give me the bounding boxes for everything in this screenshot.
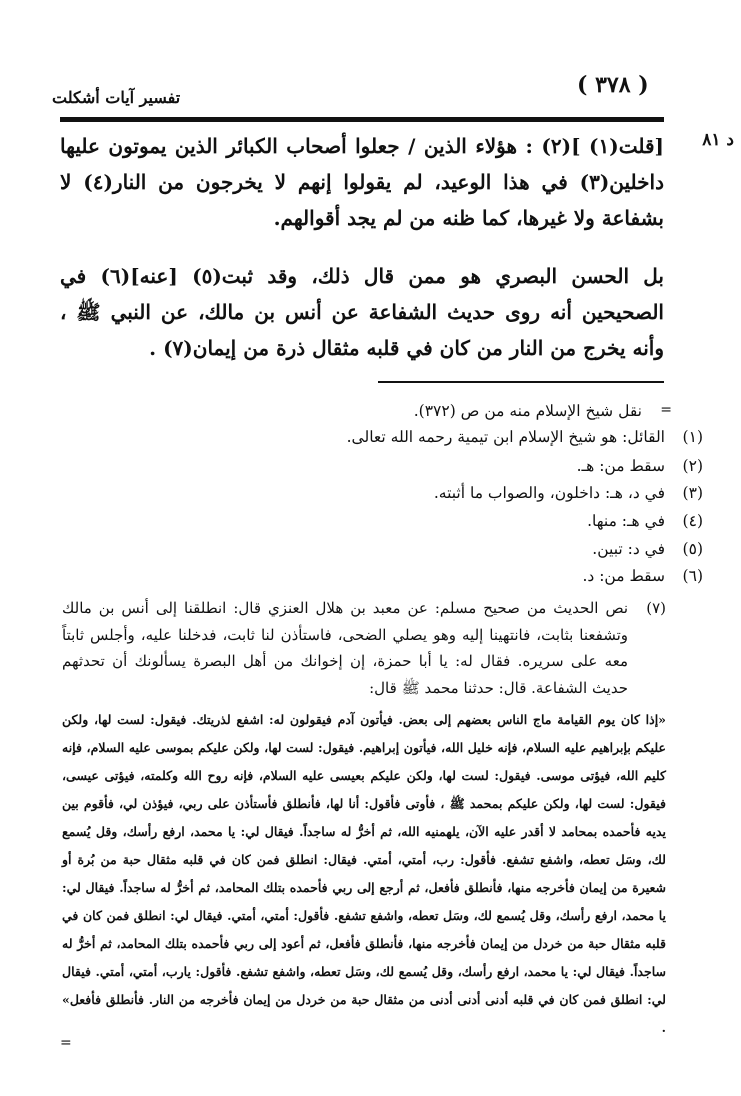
running-title: تفسير آيات أشكلت — [52, 88, 181, 107]
footnote-7 — [62, 595, 666, 701]
page-number: ( ٣٧٨ ) — [577, 72, 649, 98]
footnote-number: (٤) — [682, 512, 703, 530]
footnote-number: (٧) — [646, 599, 666, 617]
footnote-separator — [378, 381, 664, 383]
footnote-number: (٢) — [682, 457, 703, 475]
footnote-number: (١) — [682, 428, 703, 446]
footnote-text: في هـ: منها. — [587, 512, 665, 530]
body-paragraph-1: [قلت(١) ](٢) : هؤلاء الذين / جعلوا أصحاب الكبائر الذين يموتون عليها داخلين(٣) في هذا الوعيد، لم يقولوا إنهم لا يخرجون من النار(٤) لا بشفاعة ولا غيرها، كما ظنه من لم يجد أقوالهم. — [60, 134, 664, 230]
footnote-text: القائل: هو شيخ الإسلام ابن تيمية رحمه الله تعالى. — [346, 428, 665, 446]
footnote-text: في د: تبين. — [592, 540, 665, 558]
continuation-marker: = — [660, 402, 672, 418]
page-end-marker: = — [60, 1035, 72, 1051]
footnote-text: في د، هـ: داخلون، والصواب ما أثبته. — [433, 484, 665, 502]
footnote-number: (٦) — [682, 567, 703, 585]
hadith-quote: «إذا كان يوم القيامة ماج الناس بعضهم إلى بعض. فيأتون آدم فيقولون له: اشفع لذريتك. فيقول: لست لها، ولكن عليكم بإبراهيم عليه السلام، فإنه خليل الله، فيأتون إبراهيم. فيقول: لست لها، ولكن عليكم بموسى عليه السلام، فإنه كليم الله، فيؤتى موسى. فيقول: لست لها، ولكن عليكم بعيسى عليه السلام، فإنه روح الله وكلمته، فيؤتى عيسى، فيقول: لست لها، ولكن عليكم بمحمد ﷺ ، فأوتى فأقول: أنا لها، فأنطلق فأستأذن على ربي، فيؤذن لي، فأقوم بين يديه فأحمده بمحامد لا أقدر عليه الآن، يلهمنيه الله، ثم أخرُّ له ساجداً. فيقال لي: يا محمد، ارفع رأسك، وقل يُسمع لك، وسَل تعطه، واشفع تشفع. فأقول: رب، أمتي، أمتي. فيقال: انطلق فمن كان في قلبه مثقال حبة من بُرة أو شعيرة من إيمان فأخرجه منها، فأنطلق فأفعل، ثم أرجع إلى ربي فأحمده بتلك المحامد، ثم أخرُّ له ساجداً. فيقال لي: يا محمد، ارفع رأسك، وقل يُسمع لك، وسَل تعطه، واشفع تشفع. فأقول: أمتي، أمتي. فيقال لي: انطلق فمن كان في قلبه مثقال حبة من خردل من إيمان فأخرجه منها، فأنطلق فأفعل، ثم أعود إلى ربي فأحمده بتلك المحامد، ثم أخرُّ له ساجداً. فيقال لي: يا محمد، ارفع رأسك، وقل يُسمع لك، وسَل تعطه، واشفع تشفع. فأقول: يارب، أمتي، أمتي. فيقال لي: انطلق فمن كان في قلبه أدنى أدنى أدنى من مثقال حبة من خردل من إيمان فأخرجه من النار. فأنطلق فأفعل» . — [62, 712, 666, 1035]
header-rule — [60, 117, 664, 122]
footnote-text: نقل شيخ الإسلام منه من ص (٣٧٢). — [413, 402, 642, 420]
footnote-number: (٣) — [682, 484, 703, 502]
margin-note: د ٨١ — [702, 130, 734, 150]
footnote-text: سقط من: هـ. — [576, 457, 665, 475]
body-paragraph-2: بل الحسن البصري هو ممن قال ذلك، وقد ثبت(٥) [عنه](٦) في الصحيحين أنه روى حديث الشفاعة عن أنس بن مالك، عن النبي ﷺ ، وأنه يخرج من النار من كان في قلبه مثقال ذرة من إيمان(٧) . — [60, 264, 664, 360]
footnote-text: سقط من: د. — [582, 567, 665, 585]
footnote-text: نص الحديث من صحيح مسلم: عن معبد بن هلال العنزي قال: انطلقنا إلى أنس بن مالك وتشفعنا بثابت، فانتهينا إليه وهو يصلي الضحى، فاستأذن لنا ثابت، فدخلنا عليه، وأجلس ثابتاً معه على سريره. فقال له: يا أبا حمزة، إن إخوانك من أهل البصرة يسألونك أن تحدثهم حديث الشفاعة. قال: حدثنا محمد ﷺ قال: — [62, 599, 628, 697]
footnote-number: (٥) — [682, 540, 703, 558]
